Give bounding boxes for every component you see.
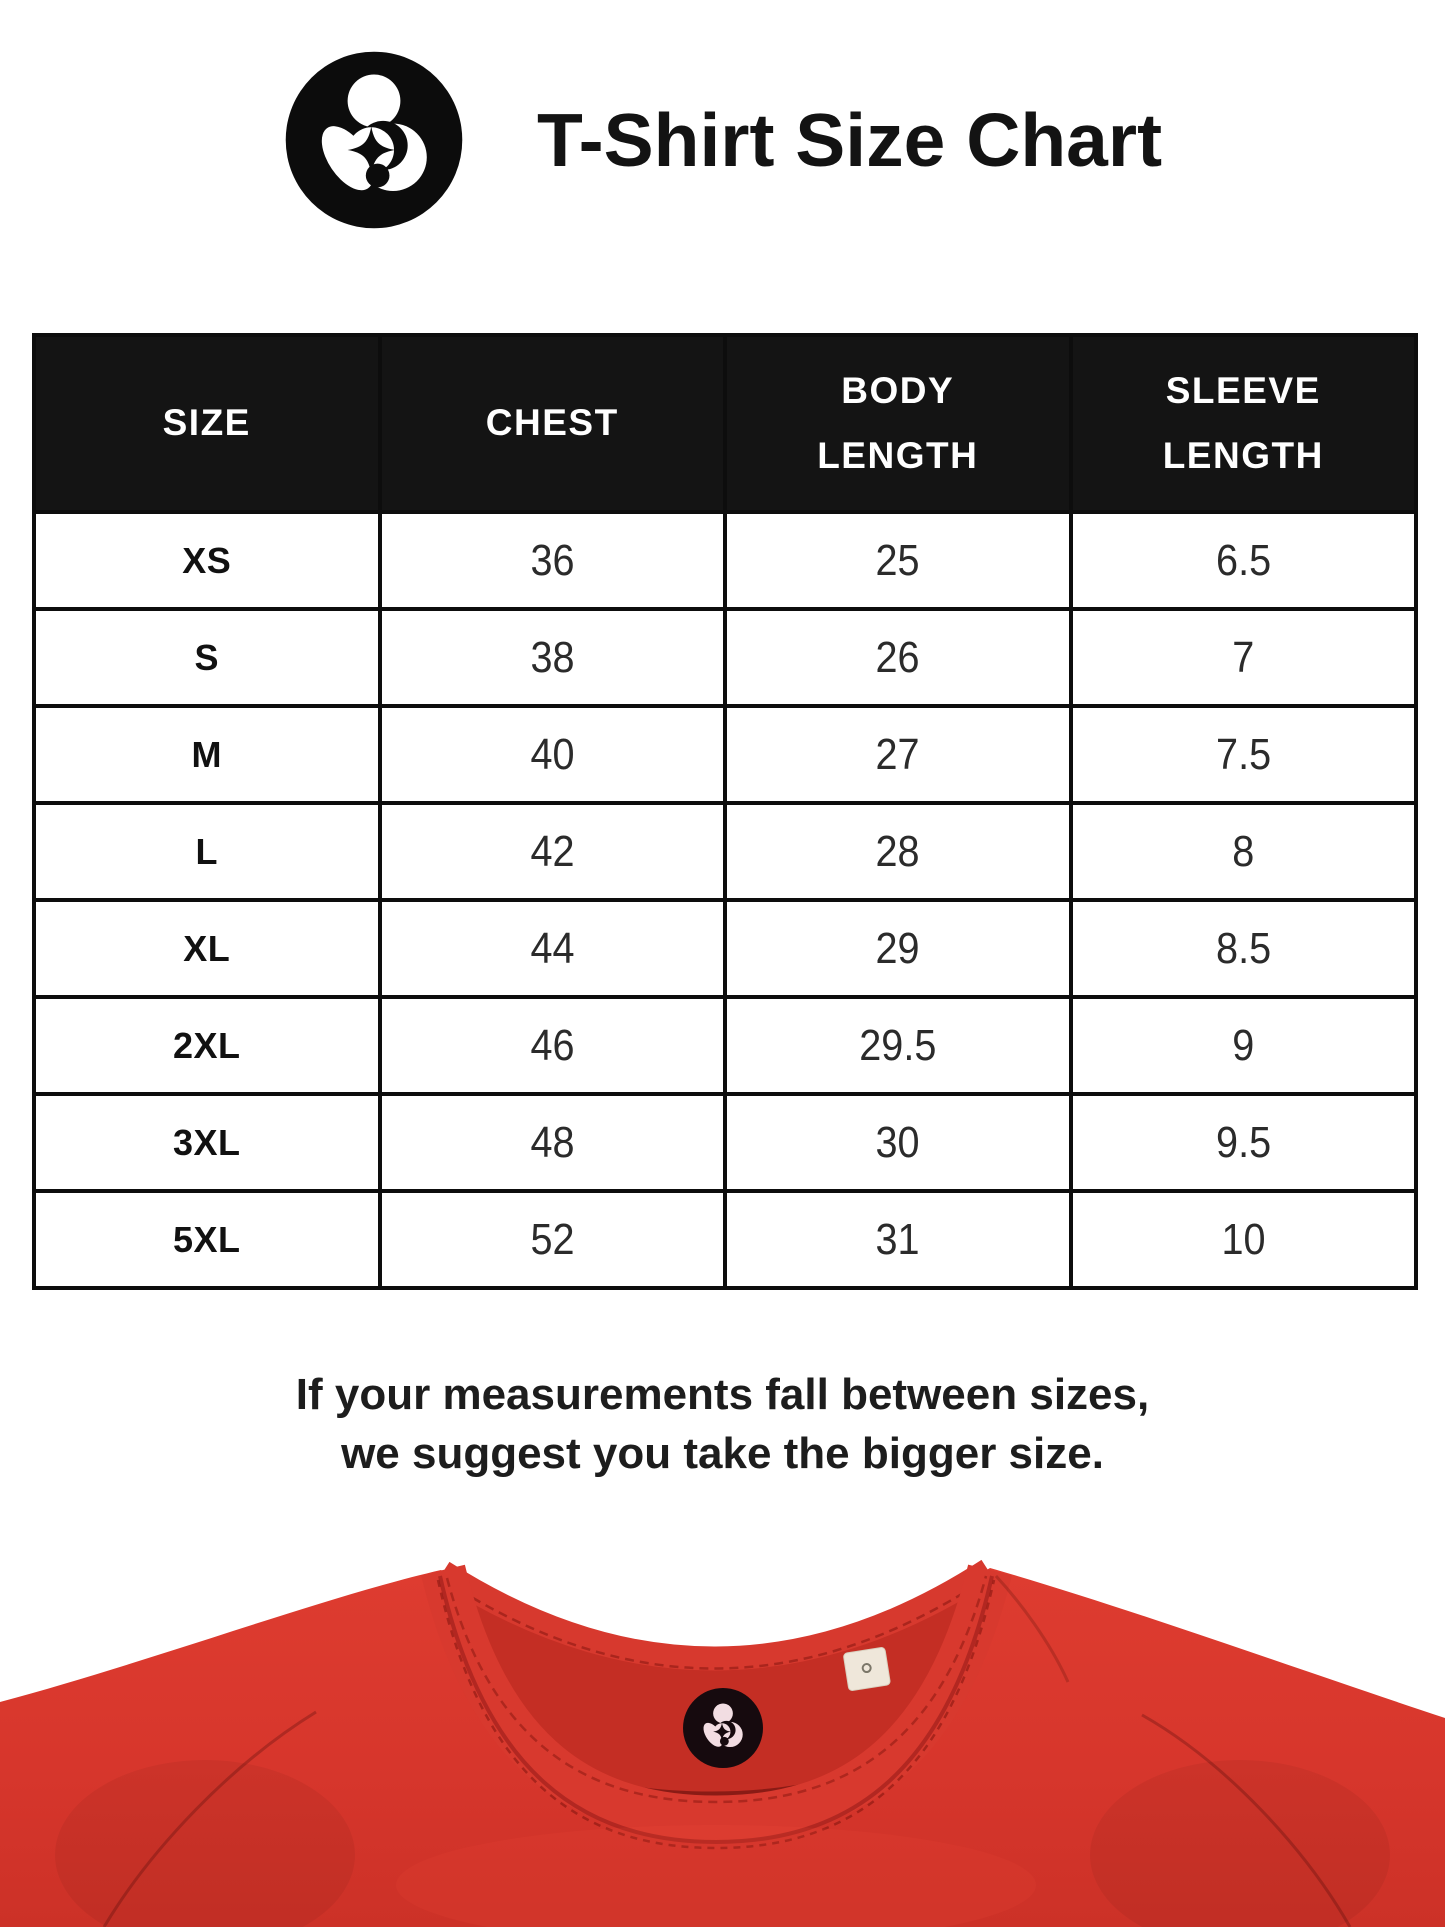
table-row [34, 900, 1416, 997]
sleeve-length-cell [1071, 803, 1417, 900]
sizing-note-line2: we suggest you take the bigger size. [341, 1428, 1104, 1478]
size-cell: 5XL [34, 1191, 380, 1288]
sleeve-length-value: 9 [1232, 1020, 1255, 1070]
sleeve-length-cell [1071, 609, 1417, 706]
chest-cell [380, 997, 726, 1094]
sleeve-length-value: 8 [1232, 826, 1255, 876]
table-header-row [34, 335, 1416, 512]
chest-value: 40 [530, 729, 575, 779]
chest-cell [380, 706, 726, 803]
chest-cell [380, 803, 726, 900]
chest-cell [380, 512, 726, 609]
table-row [34, 997, 1416, 1094]
tshirt-neckline-photo [0, 1550, 1445, 1927]
column-header-label: CHEST [485, 402, 619, 444]
body-length-cell [725, 997, 1071, 1094]
column-header-label: LENGTH [1162, 434, 1324, 476]
body-length-cell [725, 512, 1071, 609]
column-header-label: SIZE [162, 402, 251, 444]
column-header-size [34, 335, 380, 512]
body-length-cell [725, 609, 1071, 706]
sizing-note-line1: If your measurements fall between sizes, [295, 1370, 1150, 1419]
body-length-value: 26 [875, 632, 920, 682]
size-cell: 2XL [34, 997, 380, 1094]
sleeve-length-value: 8.5 [1215, 923, 1271, 973]
size-cell: 3XL [34, 1094, 380, 1191]
chest-value: 36 [530, 535, 575, 585]
brand-logo-icon [283, 49, 465, 231]
column-header-label: SLEEVE [1165, 369, 1321, 411]
table-row [34, 1191, 1416, 1288]
body-length-cell [725, 803, 1071, 900]
body-length-cell [725, 706, 1071, 803]
size-chart-table [32, 333, 1418, 1290]
chest-value: 38 [530, 632, 575, 682]
size-cell: M [34, 706, 380, 803]
header [0, 40, 1445, 240]
body-length-value: 29.5 [859, 1020, 937, 1070]
body-length-cell [725, 900, 1071, 997]
column-header-chest [380, 335, 726, 512]
sleeve-length-value: 10 [1221, 1214, 1266, 1264]
chest-cell [380, 1094, 726, 1191]
body-length-value: 27 [875, 729, 920, 779]
sleeve-length-value: 7.5 [1215, 729, 1271, 779]
size-cell: S [34, 609, 380, 706]
size-cell: XL [34, 900, 380, 997]
body-length-value: 29 [875, 923, 920, 973]
neck-tag [683, 1688, 763, 1768]
size-cell: L [34, 803, 380, 900]
table-row [34, 803, 1416, 900]
sleeve-length-cell [1071, 512, 1417, 609]
sizing-note [0, 1366, 1445, 1483]
chest-cell [380, 609, 726, 706]
body-length-cell [725, 1094, 1071, 1191]
table-row [34, 1094, 1416, 1191]
body-length-value: 31 [875, 1214, 920, 1264]
chest-value: 46 [530, 1020, 575, 1070]
sleeve-length-cell [1071, 900, 1417, 997]
sleeve-length-value: 6.5 [1215, 535, 1271, 585]
body-length-value: 25 [875, 535, 920, 585]
page-title: T-Shirt Size Chart [536, 98, 1163, 182]
chest-value: 44 [530, 923, 575, 973]
body-length-cell [725, 1191, 1071, 1288]
column-header-sleeve-length [1071, 335, 1417, 512]
table-row [34, 512, 1416, 609]
chest-value: 52 [530, 1214, 575, 1264]
column-header-label: LENGTH [817, 434, 979, 476]
chest-cell [380, 900, 726, 997]
sleeve-length-value: 7 [1232, 632, 1255, 682]
size-cell: XS [34, 512, 380, 609]
table-row [34, 609, 1416, 706]
body-length-value: 28 [875, 826, 920, 876]
column-header-label: BODY [841, 369, 955, 411]
sleeve-length-cell [1071, 1094, 1417, 1191]
care-label [843, 1647, 890, 1691]
chest-value: 48 [530, 1117, 575, 1167]
sleeve-length-cell [1071, 997, 1417, 1094]
column-header-body-length [725, 335, 1071, 512]
sleeve-length-value: 9.5 [1215, 1117, 1271, 1167]
body-length-value: 30 [875, 1117, 920, 1167]
sleeve-length-cell [1071, 1191, 1417, 1288]
chest-value: 42 [530, 826, 575, 876]
sleeve-length-cell [1071, 706, 1417, 803]
table-row [34, 706, 1416, 803]
chest-cell [380, 1191, 726, 1288]
